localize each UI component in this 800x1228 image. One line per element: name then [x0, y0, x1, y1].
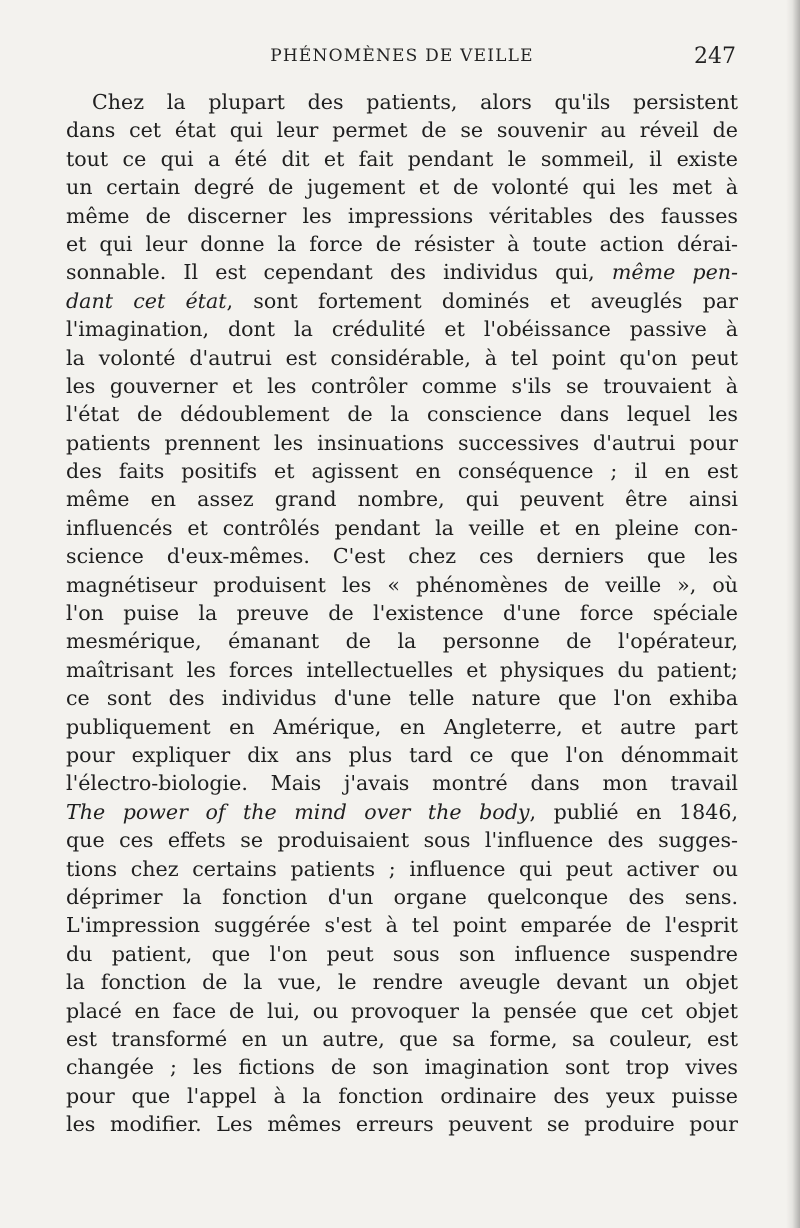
body-text: [66, 88, 738, 1138]
italic-text: même pen-: [611, 260, 738, 285]
text-segment: dans cet état qui leur permet de se souvenir au réveil de: [66, 118, 738, 143]
text-line: [66, 741, 738, 769]
text-segment: placé en face de lui, ou provoquer la pensée que cet objet: [66, 998, 738, 1023]
text-line: [66, 1082, 738, 1110]
text-line: [66, 1025, 738, 1053]
text-line: [66, 656, 738, 684]
text-segment: la volonté d'autrui est considérable, à tel point qu'on peut: [66, 345, 738, 370]
text-line: [66, 400, 738, 428]
running-title: PHÉNOMÈNES DE VEILLE: [270, 46, 534, 66]
text-segment: l'on puise la preuve de l'existence d'une force spéciale: [66, 601, 738, 626]
italic-text: dant cet état: [66, 288, 227, 313]
text-segment: que ces effets se produisaient sous l'influence des sugges-: [66, 828, 738, 853]
text-line: [66, 173, 738, 201]
text-line: [66, 940, 738, 968]
text-line: [66, 911, 738, 939]
text-line: [66, 826, 738, 854]
text-segment: changée ; les fictions de son imagination sont trop vives: [66, 1055, 738, 1080]
page-header: [66, 44, 738, 74]
text-segment: les gouverner et les contrôler comme s'ils se trouvaient à: [66, 373, 738, 398]
text-segment: des faits positifs et agissent en conséquence ; il en est: [66, 459, 738, 484]
text-segment: tions chez certains patients ; influence qui peut activer ou: [66, 856, 738, 881]
text-line: [66, 230, 738, 258]
text-line: [66, 997, 738, 1025]
text-segment: l'état de dédoublement de la conscience dans lequel les: [66, 402, 738, 427]
text-line: [66, 769, 738, 797]
text-line: [66, 258, 738, 286]
page-edge-shadow: [786, 0, 800, 1228]
text-line: [66, 968, 738, 996]
text-segment: l'électro-biologie. Mais j'avais montré dans mon travail: [66, 771, 738, 796]
text-segment: maîtrisant les forces intellectuelles et physiques du patient;: [66, 657, 738, 682]
page-number: 247: [694, 44, 736, 69]
text-segment: L'impression suggérée s'est à tel point emparée de l'esprit: [66, 913, 738, 938]
text-segment: est transformé en un autre, que sa forme, sa couleur, est: [66, 1026, 738, 1051]
text-segment: pour que l'appel à la fonction ordinaire des yeux puisse: [66, 1083, 738, 1108]
text-segment: du patient, que l'on peut sous son influence suspendre: [66, 941, 738, 966]
text-line: [66, 315, 738, 343]
text-line: [66, 855, 738, 883]
text-segment: influencés et contrôlés pendant la veille et en pleine con-: [66, 515, 738, 540]
text-line: [66, 457, 738, 485]
text-line: [66, 485, 738, 513]
text-line: [66, 88, 738, 116]
text-line: [66, 287, 738, 315]
text-line: [66, 429, 738, 457]
text-segment: pour expliquer dix ans plus tard ce que l'on dénommait: [66, 742, 738, 767]
text-segment: la fonction de la vue, le rendre aveugle devant un objet: [66, 970, 738, 995]
text-segment: ce sont des individus d'une telle nature que l'on exhiba: [66, 686, 738, 711]
text-segment: les modifier. Les mêmes erreurs peuvent se produire pour: [66, 1112, 738, 1137]
text-line: [66, 571, 738, 599]
text-line: [66, 372, 738, 400]
text-segment: et qui leur donne la force de résister à toute action dérai-: [66, 231, 738, 256]
text-segment: patients prennent les insinuations successives d'autrui pour: [66, 430, 738, 455]
text-line: [66, 599, 738, 627]
text-segment: science d'eux-mêmes. C'est chez ces derniers que les: [66, 544, 738, 569]
text-segment: sonnable. Il est cependant des individus qui,: [66, 260, 612, 285]
text-segment: magnétiseur produisent les « phénomènes de veille », où: [66, 572, 738, 597]
text-line: [66, 798, 738, 826]
text-segment: mesmérique, émanant de la personne de l'opérateur,: [66, 629, 738, 654]
text-segment: publiquement en Amérique, en Angleterre, et autre part: [66, 714, 738, 739]
text-line: [66, 1053, 738, 1081]
text-segment: déprimer la fonction d'un organe quelconque des sens.: [66, 884, 738, 909]
text-segment: Chez la plupart des patients, alors qu'ils persistent: [92, 90, 738, 114]
text-line: [66, 883, 738, 911]
text-segment: , sont fortement dominés et aveuglés par: [226, 288, 738, 313]
text-line: [66, 542, 738, 570]
text-segment: même en assez grand nombre, qui peuvent être ainsi: [66, 487, 738, 512]
text-line: [66, 684, 738, 712]
text-line: [66, 116, 738, 144]
text-line: [66, 344, 738, 372]
text-line: [66, 713, 738, 741]
text-line: [66, 514, 738, 542]
text-segment: , publié en 1846,: [529, 799, 738, 824]
text-line: [66, 202, 738, 230]
text-segment: tout ce qui a été dit et fait pendant le sommeil, il existe: [66, 146, 738, 171]
text-segment: même de discerner les impressions véritables des fausses: [66, 203, 738, 228]
text-segment: l'imagination, dont la crédulité et l'obéissance passive à: [66, 317, 738, 342]
italic-text: The power of the mind over the body: [66, 799, 530, 824]
text-line: [66, 1110, 738, 1138]
text-line: [66, 627, 738, 655]
text-segment: un certain degré de jugement et de volonté qui les met à: [66, 175, 738, 200]
text-line: [66, 145, 738, 173]
